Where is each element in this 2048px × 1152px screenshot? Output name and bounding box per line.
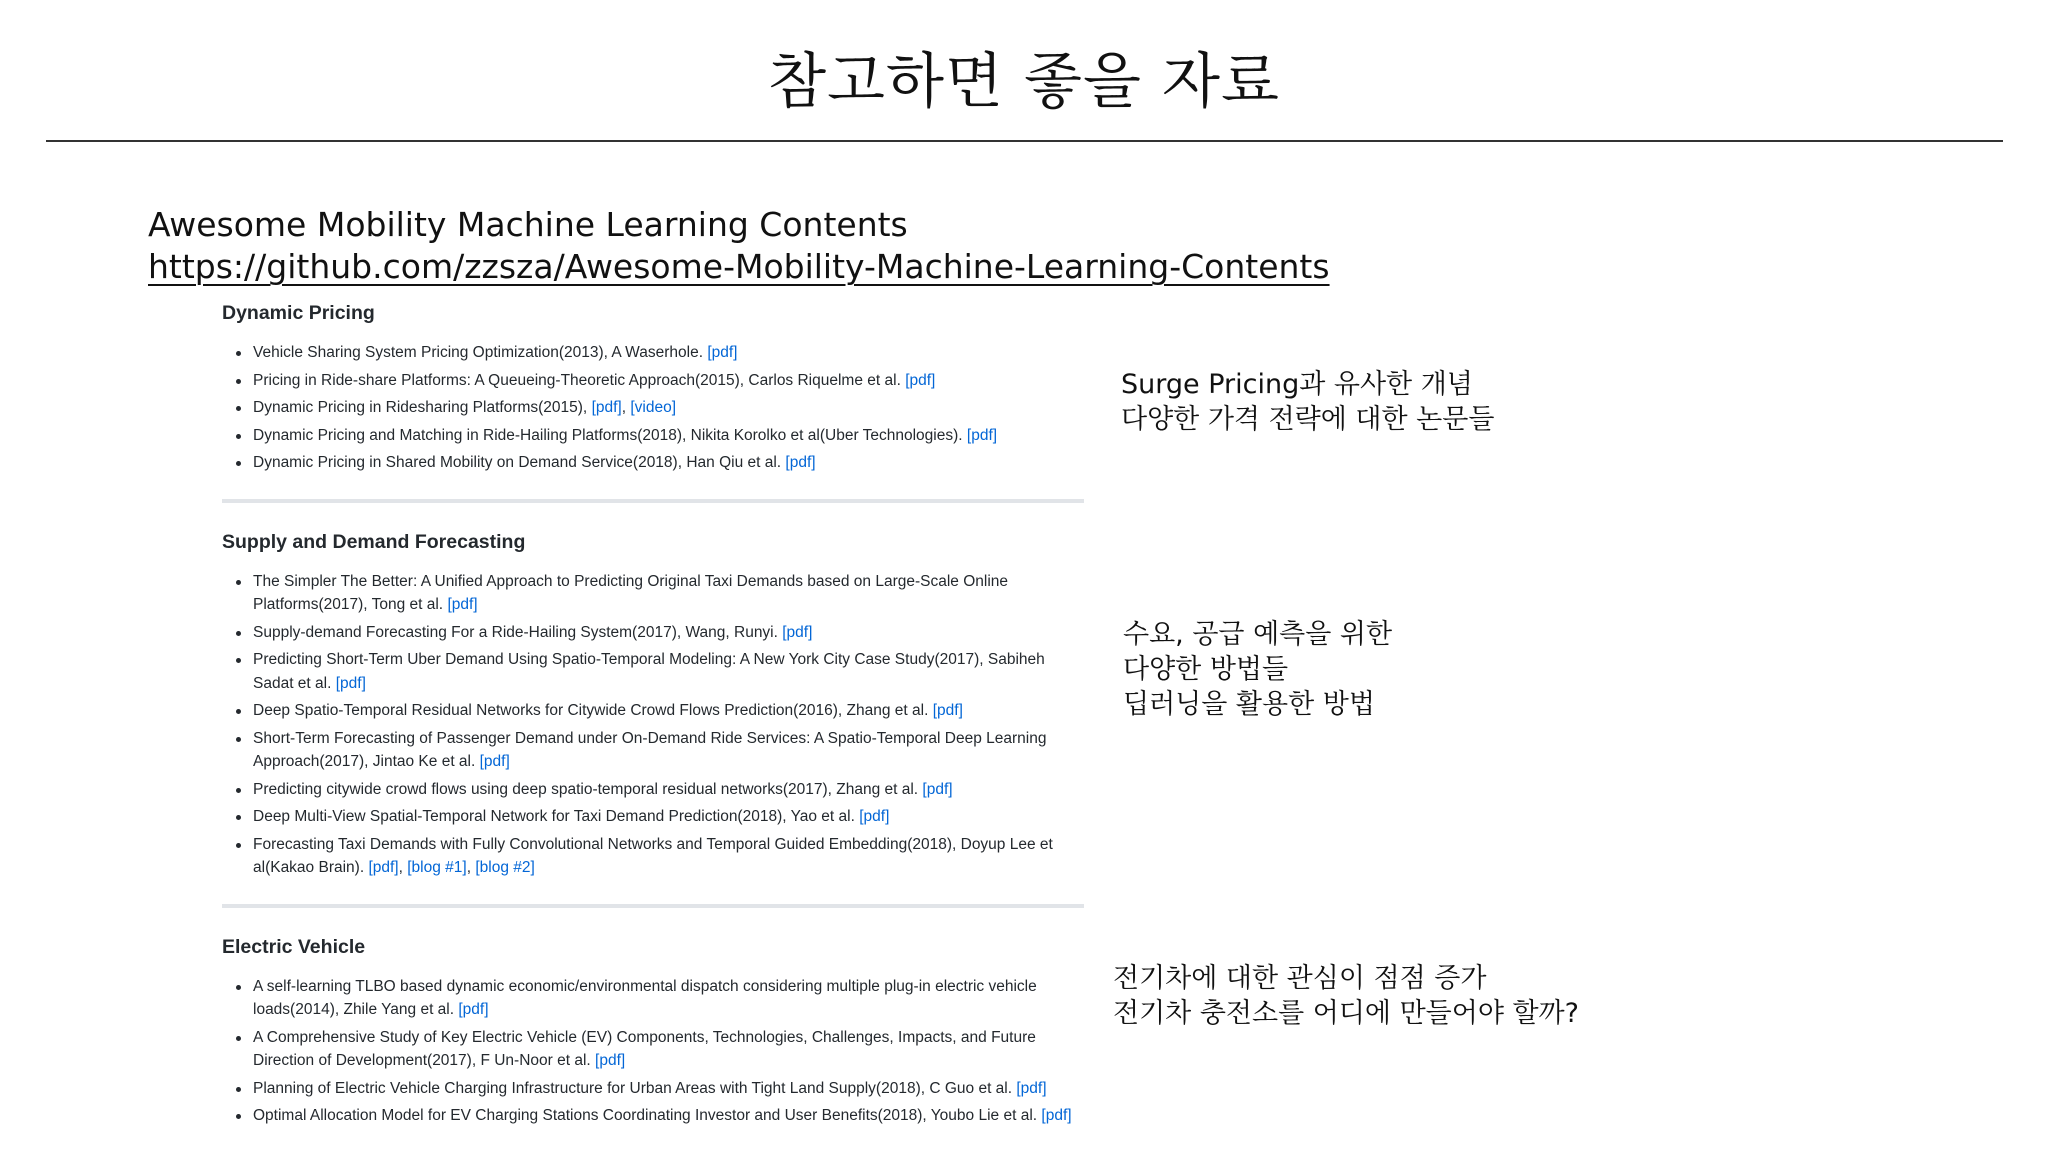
note-line: 다양한 가격 전략에 대한 논문들 — [1121, 404, 1495, 435]
list-item — [222, 1077, 1084, 1101]
pdf-link[interactable]: [pdf] — [922, 780, 953, 798]
paper-title: Short-Term Forecasting of Passenger Demand under On-Demand Ride Services: A Spatio-Temporal Deep Learning Approach(2017), Jintao Ke et al. — [253, 729, 1047, 770]
video-link[interactable]: [video] — [630, 399, 677, 416]
list-item — [222, 648, 1084, 695]
paper-title: Deep Spatio-Temporal Residual Networks for Citywide Crowd Flows Prediction(2016), Zhang et al. — [253, 702, 929, 719]
note-line: Surge Pricing과 유사한 개념 — [1121, 369, 1473, 400]
list-item — [222, 341, 1084, 365]
section-dynamic-pricing — [222, 298, 1084, 503]
note-ev — [1113, 961, 1579, 1031]
slide-title: 참고하면 좋을 자료 — [768, 47, 1280, 117]
list-item — [222, 1104, 1084, 1128]
section-heading: Supply and Demand Forecasting — [222, 530, 526, 553]
paper-title: The Simpler The Better: A Unified Approach to Predicting Original Taxi Demands based on Large-Scale Online Platforms(2017), Tong et al. — [253, 572, 1009, 613]
list-item — [222, 451, 1084, 475]
pdf-link[interactable]: [pdf] — [859, 808, 890, 825]
note-forecasting — [1123, 617, 1392, 722]
list-item — [222, 621, 1084, 645]
pdf-link[interactable]: [pdf] — [785, 454, 816, 471]
paper-title: A self-learning TLBO based dynamic economic/environmental dispatch considering multiple plug-in electric vehicle loads(2014), Zhile Yang et al. — [253, 977, 1037, 1018]
paper-title: Predicting citywide crowd flows using deep spatio-temporal residual networks(2017), Zhang et al. — [253, 780, 919, 798]
section-heading: Electric Vehicle — [222, 935, 366, 958]
readme-screenshot — [222, 298, 1084, 1128]
pdf-link[interactable]: [pdf] — [335, 674, 366, 692]
paper-title: Predicting Short-Term Uber Demand Using Spatio-Temporal Modeling: A New York City Case Study(2017), Sabiheh Sadat et al. — [253, 651, 1045, 692]
blog-link-2[interactable]: [blog #2] — [475, 859, 535, 876]
repo-name: Awesome Mobility Machine Learning Contents — [148, 205, 908, 244]
paper-title: Dynamic Pricing in Ridesharing Platforms(2015), — [253, 399, 588, 416]
pdf-link[interactable]: [pdf] — [595, 1052, 626, 1069]
pdf-link[interactable]: [pdf] — [966, 426, 998, 444]
pdf-link[interactable]: [pdf] — [932, 702, 963, 719]
blog-link-1[interactable]: [blog #1] — [407, 859, 467, 876]
pdf-link[interactable]: [pdf] — [591, 399, 622, 416]
pdf-link[interactable]: [pdf] — [479, 753, 510, 770]
pdf-link[interactable]: [pdf] — [782, 623, 813, 641]
list-item — [222, 369, 1084, 393]
list-item — [222, 570, 1084, 617]
paper-title: Optimal Allocation Model for EV Charging Stations Coordinating Investor and User Benefits(2018), Youbo Lie et al. — [253, 1107, 1038, 1124]
list-item — [222, 727, 1084, 774]
list-item — [222, 1026, 1084, 1073]
section-supply-demand — [222, 503, 1084, 908]
paper-list — [222, 975, 1084, 1128]
note-line: 다양한 방법들 — [1123, 654, 1289, 685]
section-heading: Dynamic Pricing — [222, 302, 375, 324]
list-item: Forecasting Taxi Demands with Fully Convolutional Networks and Temporal Guided Embedding(2018), Doyup Lee et al(Kakao Brain). [pdf], [blog #1], [blog #2] — [222, 833, 1084, 880]
paper-title: A Comprehensive Study of Key Electric Vehicle (EV) Components, Technologies, Challenges, Impacts, and Future Direction of Development(2017), F Un-Noor et al. — [253, 1028, 1036, 1069]
paper-title: Forecasting Taxi Demands with Fully Convolutional Networks and Temporal Guided Embedding(2018), Doyup Lee et al(Kakao Brain). — [253, 835, 1053, 876]
pdf-link[interactable]: [pdf] — [1041, 1107, 1072, 1124]
note-line: 전기차에 대한 관심이 점점 증가 — [1113, 963, 1487, 994]
repo-link[interactable]: https://github.com/zzsza/Awesome-Mobility-Machine-Learning-Contents — [148, 247, 1330, 286]
note-line: 수요, 공급 예측을 위한 — [1123, 619, 1393, 650]
list-item — [222, 699, 1084, 723]
section-electric-vehicle — [222, 908, 1084, 1128]
list-item — [222, 975, 1084, 1022]
paper-title: Supply-demand Forecasting For a Ride-Hailing System(2017), Wang, Runyi. — [253, 623, 778, 641]
pdf-link[interactable]: [pdf] — [1016, 1079, 1047, 1097]
paper-list — [222, 341, 1084, 475]
note-line: 딥러닝을 활용한 방법 — [1123, 689, 1375, 720]
list-item — [222, 778, 1084, 802]
paper-list — [222, 570, 1084, 880]
list-item — [222, 424, 1084, 448]
note-pricing — [1121, 367, 1494, 437]
list-item — [222, 805, 1084, 829]
title-divider — [46, 140, 2003, 142]
paper-title: Vehicle Sharing System Pricing Optimization(2013), A Waserhole. — [253, 344, 703, 361]
repo-block — [148, 204, 1330, 288]
pdf-link[interactable]: [pdf] — [905, 371, 936, 389]
paper-title: Pricing in Ride-share Platforms: A Queueing-Theoretic Approach(2015), Carlos Riquelme et al. — [253, 371, 901, 389]
pdf-link[interactable]: [pdf] — [707, 344, 738, 361]
pdf-link[interactable]: [pdf] — [458, 1001, 489, 1018]
list-item: Dynamic Pricing in Ridesharing Platforms(2015), [pdf], [video] — [222, 396, 1084, 420]
paper-title: Deep Multi-View Spatial-Temporal Network for Taxi Demand Prediction(2018), Yao et al. — [253, 808, 855, 825]
paper-title: Dynamic Pricing in Shared Mobility on Demand Service(2018), Han Qiu et al. — [253, 454, 782, 471]
paper-title: Planning of Electric Vehicle Charging Infrastructure for Urban Areas with Tight Land Supply(2018), C Guo et al. — [253, 1079, 1013, 1097]
note-line: 전기차 충전소를 어디에 만들어야 할까? — [1113, 998, 1579, 1029]
pdf-link[interactable]: [pdf] — [447, 596, 478, 613]
paper-title: Dynamic Pricing and Matching in Ride-Hailing Platforms(2018), Nikita Korolko et al(Uber Technologies). — [253, 426, 963, 444]
pdf-link[interactable]: [pdf] — [368, 859, 399, 876]
